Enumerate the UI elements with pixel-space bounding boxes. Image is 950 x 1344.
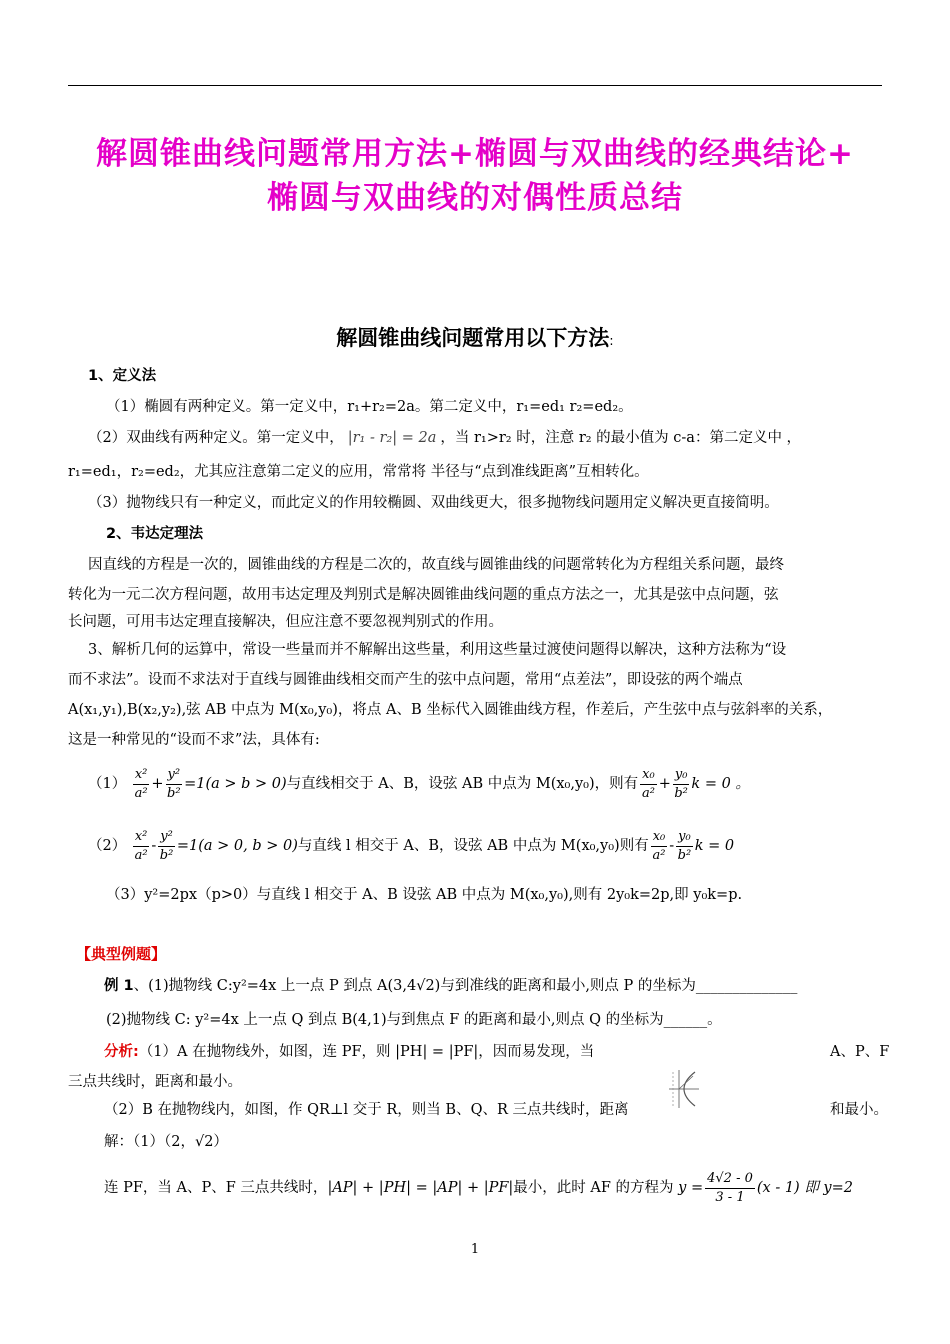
heading-definition-method: 1、定义法: [88, 368, 157, 384]
section-subtitle: [0, 322, 950, 352]
eq1-frac-y0: $\frac{\text{y₀}}{\text{b²}}$: [674, 766, 688, 801]
s1-para2-cont: r₁=ed₁，r₂=ed₂，尤其应注意第二定义的应用，常常将 半径与“点到准线距离”互相转化。: [68, 464, 649, 480]
heading-vieta-method: 2、韦达定理法: [106, 526, 204, 542]
analysis-line3-right: 和最小。: [830, 1102, 888, 1118]
document-title-line2: 椭圆与双曲线的对偶性质总结: [267, 180, 683, 216]
eq1-text: 与直线相交于 A、B，设弦 AB 中点为 M(x₀,y₀)，则有: [286, 776, 639, 792]
eq2-frac-x: $\frac{\text{x²}}{\text{a²}}$: [134, 828, 148, 863]
analysis-line1: [104, 1042, 594, 1062]
solution-text-c: (x - 1) 即 y=2: [756, 1180, 853, 1196]
eq1-plus: +: [151, 776, 164, 792]
analysis-line3: （2）B 在抛物线内，如图，作 QR⊥l 交于 R，则当 B、Q、R 三点共线时，距离: [104, 1102, 629, 1118]
subtitle-text: 解圆锥曲线问题常用以下方法: [336, 326, 610, 350]
header-rule: [68, 85, 882, 86]
eq2-condition: =1(a > 0, b > 0): [176, 838, 298, 854]
analysis-text1: （1）A 在抛物线外，如图，连 PF，则 |PH| = |PF|，因而易发现，当: [138, 1044, 595, 1060]
s1-para2-end: ，当 r₁>r₂ 时，注意 r₂ 的最小值为 c-a：第二定义中 ，: [440, 430, 802, 446]
example1-part2: (2)抛物线 C: y²=4x 上一点 Q 到点 B(4,1)与到焦点 F 的距离和最小,则点 Q 的坐标为______。: [106, 1012, 722, 1028]
eq2-label: （2）: [88, 838, 127, 854]
analysis-label: 分析:: [104, 1044, 139, 1060]
document-title-line1: 解圆锥曲线问题常用方法+椭圆与双曲线的经典结论+: [96, 136, 854, 172]
eq2-minus: -: [151, 838, 157, 854]
example1-text: 、(1)抛物线 C:y²=4x 上一点 P 到点 A(3,4√2)与到准线的距离和最小,则点 P 的坐标为______________: [133, 978, 798, 994]
s3-para3: A(x₁,y₁),B(x₂,y₂),弦 AB 中点为 M(x₀,y₀)，将点 A、B 坐标代入圆锥曲线方程，作差后，产生弦中点与弦斜率的关系，: [68, 702, 833, 718]
example1-part1: [104, 976, 797, 996]
solution-math-distance: |AP| + |PH| = |AP| + |PF|: [327, 1180, 514, 1196]
eq2-frac-x0: $\frac{\text{x₀}}{\text{a²}}$: [652, 828, 666, 863]
subtitle-colon: :: [609, 334, 614, 349]
s1-para2-math: |r₁ - r₂| = 2a: [347, 430, 437, 446]
s2-para3: 长问题，可用韦达定理直接解决，但应注意不要忽视判别式的作用。: [68, 614, 503, 630]
example1-label: 例 1: [104, 978, 134, 994]
s3-para2: 而不求法”。设而不求法对于直线与圆锥曲线相交而产生的弦中点问题，常用“点差法”，即设弦的两个端点: [68, 672, 743, 688]
eq1-frac-x0: $\frac{\text{x₀}}{\text{a²}}$: [641, 766, 655, 801]
eq1-frac-x: $\frac{\text{x²}}{\text{a²}}$: [134, 766, 148, 801]
eq1-plus2: +: [658, 776, 671, 792]
equation-parabola: （3）y²=2px（p>0）与直线 l 相交于 A、B 设弦 AB 中点为 M(x₀,y₀),则有 2y₀k=2p,即 y₀k=p.: [106, 887, 743, 903]
eq2-frac-y: $\frac{\text{y²}}{\text{b²}}$: [159, 828, 174, 863]
s1-para1: （1）椭圆有两种定义。第一定义中，r₁+r₂=2a。第二定义中，r₁=ed₁ r₂=ed₂。: [106, 399, 633, 415]
page-number: 1: [470, 1242, 480, 1257]
s1-para2-start: （2）双曲线有两种定义。第一定义中，: [88, 430, 344, 446]
analysis-line1-right: A、P、F: [830, 1044, 890, 1060]
eq2-frac-y0: $\frac{\text{y₀}}{\text{b²}}$: [677, 828, 692, 863]
s3-para4: 这是一种常见的“设而不求”法，具体有:: [68, 732, 320, 748]
eq2-tail: k = 0: [694, 838, 735, 854]
s2-para2: 转化为一元二次方程问题，故用韦达定理及判别式是解决圆锥曲线问题的重点方法之一，尤其是弦中点问题，弦: [68, 587, 779, 603]
s2-para1: 因直线的方程是一次的，圆锥曲线的方程是二次的，故直线与圆锥曲线的问题常转化为方程组关系问题，最终: [88, 557, 784, 573]
solution-text-a: 连 PF，当 A、P、F 三点共线时，: [104, 1180, 328, 1196]
eq1-label: （1）: [88, 776, 127, 792]
solution-af-equation: 连 PF，当 A、P、F 三点共线时，|AP| + |PH| = |AP| + |PF|最小，此时 AF 的方程为 y = $\frac{4√2 - 0}{3 - 1}$ (x - 1) 即 y=2: [104, 1170, 853, 1205]
eq1-condition: =1(a > b > 0): [184, 776, 287, 792]
eq1-frac-y: $\frac{\text{y²}}{\text{b²}}$: [167, 766, 181, 801]
eq1-tail: k = 0 。: [691, 776, 750, 792]
parabola-figure-thumbnail: [665, 1068, 701, 1110]
solution-slope-frac: $\frac{4√2 - 0}{3 - 1}$: [707, 1170, 753, 1205]
equation-ellipse: [88, 764, 750, 804]
s1-para3: （3）抛物线只有一种定义，而此定义的作用较椭圆、双曲线更大，很多抛物线问题用定义解决更直接简明。: [88, 495, 779, 511]
s1-para2: [88, 428, 801, 448]
eq2-minus2: -: [669, 838, 675, 854]
analysis-line2: 三点共线时，距离和最小。: [68, 1074, 242, 1090]
s3-para1: 3、解析几何的运算中，常设一些量而并不解解出这些量，利用这些量过渡使问题得以解决，这种方法称为“设: [88, 642, 787, 658]
solution-text-b: 最小，此时 AF 的方程为: [513, 1180, 674, 1196]
typical-examples-heading: 【典型例题】: [76, 945, 167, 963]
equation-hyperbola: [88, 826, 734, 866]
eq2-text: 与直线 l 相交于 A、B，设弦 AB 中点为 M(x₀,y₀)则有: [297, 838, 649, 854]
solution-line: 解：（1）（2，√2）: [104, 1134, 228, 1150]
